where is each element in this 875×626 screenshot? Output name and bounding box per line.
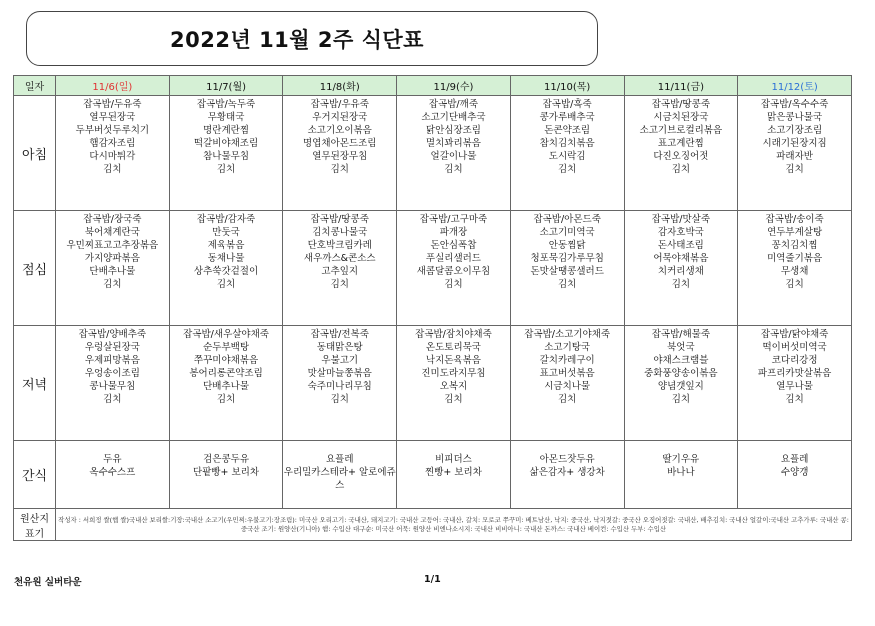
menu-item: 새우까스&콘소스 [303, 253, 376, 264]
menu-item: 파개장 [439, 227, 468, 238]
origin-text: 작성자 : 서희정 쌀(햅 쌀)국내산 보리쌀:기장:국내산 소고기(우민찌:우불고기:장조림): 미국산 오리고기: 국내산, 돼지고기: 국내산 고등어: 국내산, 갈치: 모로코 쭈꾸미: 베트남산, 낙지: 중국산, 낙지젓갈: 중국산 오징어젓갈: 국내산, 배추김치: 국내산 얼갈이:국내산 고추가루: 국내산 콩: 중국산 조기: 원양산(기니아) 햄: 수입산 대구순: 미국산 어묵: 원양산 비엔나소시지: 국내산 비비아니: 국내산 돈까스: 국내산 베이컨: 수입산 두부: 수입산 [56, 509, 852, 541]
menu-item: 김치 [444, 279, 463, 290]
menu-item: 소고기미역국 [539, 227, 595, 238]
menu-cell [397, 326, 511, 441]
menu-item: 우리밀카스테라+ 알로에쥬스 [283, 467, 396, 491]
menu-item: 잡곡밥/두유죽 [83, 99, 142, 110]
menu-item: 잡곡밥/옥수수죽 [760, 99, 829, 110]
menu-item: 김치 [216, 394, 236, 405]
menu-item: 우엉송이조림 [84, 368, 140, 379]
menu-cell [169, 326, 283, 441]
menu-item: 치커리생채 [657, 266, 704, 277]
menu-item: 우불고기 [321, 355, 359, 366]
menu-item: 제육볶음 [207, 240, 245, 251]
menu-item: 맛살마늘쫑볶음 [307, 368, 372, 379]
menu-item: 김치콩나물국 [312, 227, 368, 238]
facility-name: 천유원 실버타운 [14, 577, 82, 588]
menu-item: 삶은감자+ 생강차 [529, 467, 605, 478]
menu-item: 수양갱 [780, 467, 809, 478]
menu-cell [397, 211, 511, 326]
menu-cell [397, 441, 511, 509]
date-header: 11/11(금) [624, 76, 738, 96]
menu-item: 파래자반 [776, 151, 813, 162]
menu-item: 우렁살된장국 [84, 342, 140, 353]
menu-item: 코다리강정 [771, 355, 818, 366]
menu-item: 소고기브로컬리볶음 [639, 125, 723, 136]
menu-item: 단배추나물 [89, 266, 136, 277]
menu-cell [510, 441, 624, 509]
menu-cell [738, 96, 852, 211]
menu-item: 표고버섯볶음 [539, 368, 595, 379]
menu-item: 요플레 [780, 454, 809, 465]
menu-item: 다시마튀각 [89, 151, 136, 162]
menu-item: 잡곡밥/양배추죽 [78, 329, 147, 340]
menu-cell [56, 326, 170, 441]
menu-item: 순두부백탕 [203, 342, 249, 353]
menu-item: 소고기장조림 [767, 125, 823, 136]
menu-item: 잡곡밥/아몬드죽 [533, 214, 601, 225]
menu-item: 시금치나물 [544, 381, 591, 392]
menu-item: 소고기오이볶음 [307, 125, 372, 136]
menu-item: 김치 [785, 394, 804, 405]
menu-item: 잡곡밥/깨죽 [428, 99, 478, 110]
menu-item: 잡곡밥/새우살야채죽 [183, 329, 269, 340]
menu-item: 잡곡밥/닭야채죽 [760, 329, 829, 340]
date-header: 11/8(화) [283, 76, 397, 96]
menu-item: 진미도라지무침 [421, 368, 486, 379]
menu-item: 딸기우유 [662, 454, 700, 465]
menu-item: 돈안심폭찹 [430, 240, 477, 251]
menu-item: 김치 [557, 394, 577, 405]
menu-item: 김치 [444, 394, 463, 405]
menu-cell [624, 441, 738, 509]
menu-cell [283, 441, 397, 509]
menu-item: 잡곡밥/장국죽 [83, 214, 142, 225]
menu-item: 김치 [557, 279, 577, 290]
menu-item: 잡곡밥/우유죽 [310, 99, 369, 110]
menu-item: 맑은콩나물국 [767, 112, 823, 123]
menu-item: 잡곡밥/녹두죽 [196, 99, 256, 110]
menu-item: 닭안심장조림 [425, 125, 481, 136]
menu-item: 열무된장국 [89, 112, 136, 123]
menu-item: 가지양파볶음 [84, 253, 140, 264]
menu-item: 쭈꾸미야채볶음 [193, 355, 259, 366]
menu-cell [397, 96, 511, 211]
menu-item: 열무나물 [776, 381, 813, 392]
menu-cell [169, 441, 283, 509]
menu-cell [56, 211, 170, 326]
date-label: 일자 [14, 76, 56, 96]
menu-cell [738, 326, 852, 441]
meal-row [14, 326, 852, 441]
menu-item: 김치 [444, 164, 463, 175]
menu-item: 북어채계란국 [84, 227, 140, 238]
menu-item: 잡곡밥/땅콩죽 [651, 99, 710, 110]
menu-cell [283, 96, 397, 211]
menu-item: 김치 [330, 164, 349, 175]
menu-item: 상추쑥갓겉절이 [193, 266, 259, 277]
meal-label: 저녁 [14, 326, 56, 441]
menu-item: 만둣국 [212, 227, 240, 238]
menu-item: 잡곡밥/소고기야채죽 [524, 329, 611, 340]
menu-item: 열무된장무침 [312, 151, 368, 162]
menu-item: 떡이버섯미역국 [762, 342, 827, 353]
menu-item: 온도토리묵국 [425, 342, 481, 353]
menu-item: 비피더스 [435, 454, 472, 465]
menu-item: 무황태국 [207, 112, 245, 123]
header-row [14, 76, 852, 96]
menu-item: 요플레 [325, 454, 354, 465]
menu-item: 검은콩두유 [203, 454, 249, 465]
menu-item: 우민찌표고고추장볶음 [66, 240, 159, 251]
menu-item: 멸치꽈리볶음 [425, 138, 481, 149]
date-header: 11/6(일) [56, 76, 170, 96]
menu-item: 양념갯잎지 [657, 381, 704, 392]
menu-item: 김치 [671, 279, 691, 290]
menu-item: 갈치카레구이 [539, 355, 595, 366]
menu-cell [283, 326, 397, 441]
menu-item: 김치 [103, 394, 122, 405]
menu-item: 우거지된장국 [312, 112, 368, 123]
menu-item: 어묵야채볶음 [653, 253, 709, 264]
menu-item: 무생채 [780, 266, 809, 277]
menu-item: 시금치된장국 [653, 112, 709, 123]
menu-item: 연두부계살탕 [767, 227, 823, 238]
origin-label: 원산지 표기 [14, 509, 56, 541]
menu-item: 잡곡밥/땅콩죽 [310, 214, 369, 225]
menu-item: 잡곡밥/송이죽 [765, 214, 824, 225]
menu-item: 김치 [216, 164, 236, 175]
menu-item: 돈콘약조림 [544, 125, 591, 136]
menu-item: 파프리카맛살볶음 [757, 368, 832, 379]
menu-item: 김치 [671, 394, 691, 405]
menu-item: 낙지돈육볶음 [425, 355, 481, 366]
menu-item: 감자호박국 [657, 227, 704, 238]
menu-item: 우제피망볶음 [84, 355, 140, 366]
menu-cell [624, 326, 738, 441]
menu-item: 푸실리샐러드 [425, 253, 481, 264]
menu-item: 떡갈비야채조림 [193, 138, 259, 149]
menu-item: 돈맛살땡콩샐러드 [530, 266, 604, 277]
menu-cell [169, 211, 283, 326]
menu-item: 김치 [103, 279, 122, 290]
menu-item: 김치 [103, 164, 122, 175]
menu-item: 새콤달콤오이무침 [416, 266, 491, 277]
menu-item: 김치 [785, 164, 804, 175]
menu-item: 도시락김 [548, 151, 586, 162]
menu-item: 북엇국 [667, 342, 695, 353]
menu-item: 얼갈이나물 [430, 151, 477, 162]
menu-item: 두유 [103, 454, 122, 465]
menu-item: 숙주미나리무침 [307, 381, 372, 392]
menu-item: 아몬드잣두유 [539, 454, 595, 465]
menu-item: 미역줄기볶음 [767, 253, 823, 264]
menu-item: 봉어리롱콘약조림 [189, 368, 263, 379]
menu-item: 명엽채아몬드조림 [303, 138, 377, 149]
menu-item: 오복지 [439, 381, 468, 392]
menu-item: 야채스크램블 [653, 355, 709, 366]
date-header: 11/12(토) [738, 76, 852, 96]
menu-item: 안동찜닭 [548, 240, 586, 251]
menu-item: 중화풍양송이볶음 [644, 368, 718, 379]
menu-item: 잡곡밥/맛살죽 [651, 214, 710, 225]
origin-row [14, 509, 852, 541]
menu-item: 김치 [785, 279, 804, 290]
snack-row [14, 441, 852, 509]
menu-item: 잡곡밥/전복죽 [310, 329, 369, 340]
date-header: 11/7(월) [169, 76, 283, 96]
menu-item: 잡곡밥/잠치야채죽 [415, 329, 492, 340]
menu-item: 단호박크림카레 [307, 240, 372, 251]
menu-item: 동태맑은탕 [316, 342, 363, 353]
menu-cell [510, 211, 624, 326]
menu-item: 다진오징어젓 [653, 151, 709, 162]
menu-item: 돈사태조림 [657, 240, 704, 251]
menu-item: 꽁치김치찜 [771, 240, 818, 251]
snack-label: 간식 [14, 441, 56, 509]
menu-cell [56, 441, 170, 509]
menu-item: 단배추나물 [203, 381, 249, 392]
menu-item: 시래기된장지짐 [762, 138, 827, 149]
menu-item: 김치 [216, 279, 236, 290]
meal-label: 아침 [14, 96, 56, 211]
meal-label: 점심 [14, 211, 56, 326]
menu-table [13, 75, 852, 541]
menu-item: 참나물무침 [203, 151, 249, 162]
menu-cell [510, 326, 624, 441]
meal-row [14, 211, 852, 326]
date-header: 11/9(수) [397, 76, 511, 96]
menu-cell [624, 211, 738, 326]
menu-cell [510, 96, 624, 211]
menu-cell [738, 441, 852, 509]
menu-item: 햄감자조림 [89, 138, 136, 149]
menu-item: 잡곡밥/감자죽 [196, 214, 256, 225]
menu-item: 콩나물무침 [89, 381, 136, 392]
menu-cell [169, 96, 283, 211]
menu-item: 소고기탕국 [544, 342, 591, 353]
menu-item: 김치 [330, 394, 349, 405]
menu-item: 명란계란찜 [203, 125, 249, 136]
menu-cell [283, 211, 397, 326]
menu-item: 바나나 [667, 467, 695, 478]
page-number: 1/1 [424, 574, 441, 585]
menu-item: 김치 [557, 164, 577, 175]
menu-item: 단팥빵+ 보리차 [193, 467, 260, 478]
menu-item: 김치 [330, 279, 349, 290]
menu-item: 참치김치볶음 [539, 138, 595, 149]
menu-item: 잡곡밥/흑죽 [542, 99, 592, 110]
menu-item: 청포묵김가루무침 [530, 253, 604, 264]
menu-item: 표고계란찜 [657, 138, 704, 149]
meal-row [14, 96, 852, 211]
menu-item: 두부버섯두루치기 [75, 125, 150, 136]
menu-cell [624, 96, 738, 211]
page-title: 2022년 11월 2주 식단표 [170, 27, 424, 52]
menu-item: 고추잎지 [321, 266, 359, 277]
menu-item: 소고기단배추국 [421, 112, 486, 123]
date-header: 11/10(목) [510, 76, 624, 96]
menu-item: 동채나물 [207, 253, 245, 264]
menu-item: 잡곡밥/해물죽 [651, 329, 710, 340]
menu-cell [56, 96, 170, 211]
menu-item: 김치 [671, 164, 691, 175]
title-box [26, 11, 598, 66]
menu-item: 찐빵+ 보리차 [425, 467, 482, 478]
menu-cell [738, 211, 852, 326]
menu-item: 옥수수스프 [89, 467, 136, 478]
menu-item: 잡곡밥/고구마죽 [419, 214, 488, 225]
menu-item: 콩가루배추국 [539, 112, 595, 123]
